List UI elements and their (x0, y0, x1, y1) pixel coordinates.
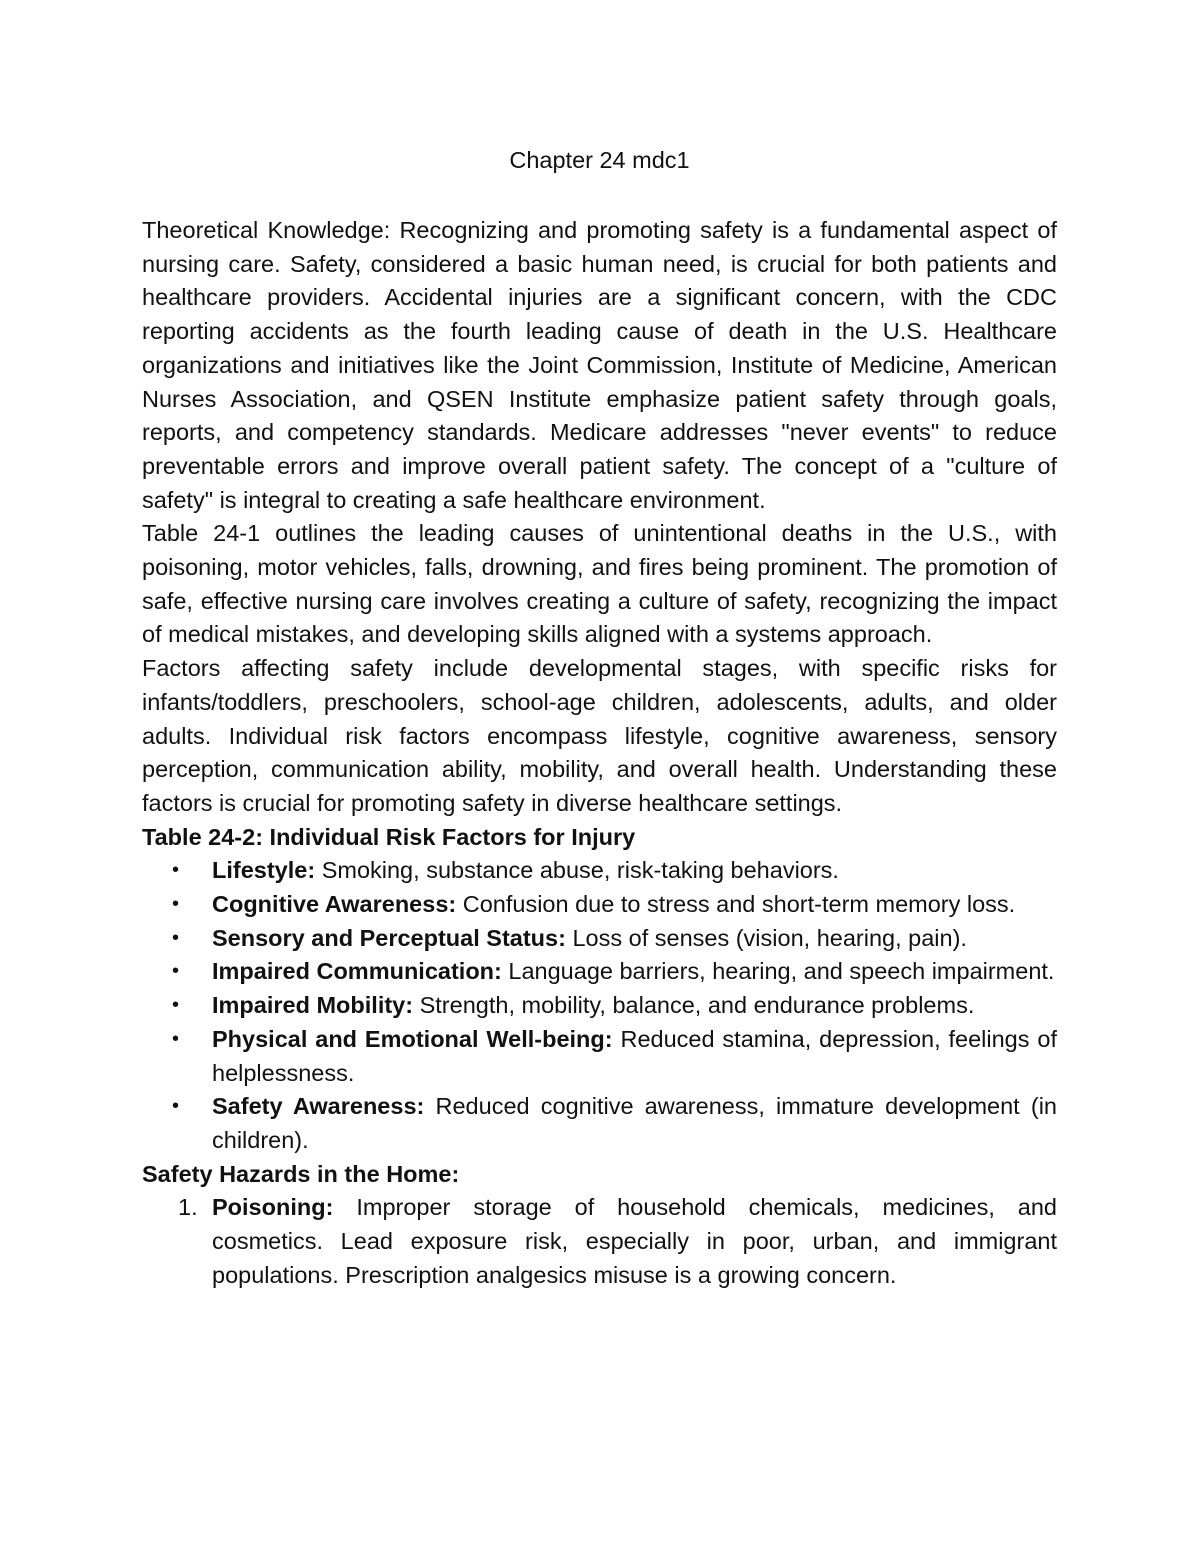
risk-factor-term: Impaired Communication: (212, 958, 502, 985)
bullet-icon: • (172, 859, 180, 882)
document-title: Chapter 24 mdc1 (509, 147, 690, 173)
risk-factor-text: Reduced stamina, depression, feelings of helplessness. (212, 1025, 1057, 1086)
risk-factor-term: Cognitive Awareness: (212, 891, 457, 918)
risk-factor-term: Lifestyle: (212, 857, 316, 884)
list-number: 1. (178, 1194, 198, 1221)
bullet-icon: • (172, 960, 180, 983)
risk-factor-text: Language barriers, hearing, and speech impairment. (501, 958, 1055, 985)
risk-factor-list (142, 854, 1057, 1157)
hazard-text: Improper storage of household chemicals, medicines, and cosmetics. Lead exposure risk, especially in poor, urban, and immigrant populations. Prescription analgesics misuse is a growing concern. (212, 1194, 1057, 1288)
risk-factor-text: Reduced cognitive awareness, immature development (in children). (212, 1093, 1057, 1153)
list-item (142, 888, 1057, 922)
list-item (142, 1023, 1057, 1090)
table-24-2-heading: Table 24-2: Individual Risk Factors for Injury (142, 823, 636, 850)
bullet-icon: • (172, 994, 180, 1017)
risk-factor-text: Strength, mobility, balance, and endurance problems. (413, 992, 975, 1019)
risk-factor-term: Physical and Emotional Well-being: (212, 1025, 613, 1052)
risk-factor-term: Safety Awareness: (212, 1093, 425, 1120)
bullet-icon: • (172, 893, 180, 916)
bullet-icon: • (172, 1027, 180, 1050)
risk-factor-text: Loss of senses (vision, hearing, pain). (565, 924, 967, 951)
risk-factor-text: Confusion due to stress and short-term memory loss. (456, 891, 1016, 918)
risk-factor-term: Impaired Mobility: (212, 992, 414, 1019)
list-item (142, 955, 1057, 989)
paragraph-theoretical-knowledge: Theoretical Knowledge: Recognizing and promoting safety is a fundamental aspect of nursing care. Safety, considered a basic human need, is crucial for both patients and healthcare providers. Accidental injuries are a significant concern, with the CDC reporting accidents as the fourth leading cause of death in the U.S. Healthcare organizations and initiatives like the Joint Commission, Institute of Medicine, American Nurses Association, and QSEN Institute emphasize patient safety through goals, reports, and competency standards. Medicare addresses "never events" to reduce preventable errors and improve overall patient safety. The concept of a "culture of safety" is integral to creating a safe healthcare environment. (142, 217, 1057, 513)
home-hazard-list (142, 1191, 1057, 1292)
bullet-icon: • (172, 1095, 180, 1118)
paragraph-table-24-1: Table 24-1 outlines the leading causes of unintentional deaths in the U.S., with poisoning, motor vehicles, falls, drowning, and fires being prominent. The promotion of safe, effective nursing care involves creating a culture of safety, recognizing the impact of medical mistakes, and developing skills aligned with a systems approach. (142, 520, 1057, 648)
risk-factor-text: Smoking, substance abuse, risk-taking behaviors. (315, 857, 839, 884)
home-hazards-heading: Safety Hazards in the Home: (142, 1160, 460, 1187)
list-item (142, 922, 1057, 956)
hazard-term: Poisoning: (212, 1194, 334, 1221)
risk-factor-term: Sensory and Perceptual Status: (212, 924, 566, 951)
paragraph-factors: Factors affecting safety include developmental stages, with specific risks for infants/toddlers, preschoolers, school-age children, adolescents, adults, and older adults. Individual risk factors encompass lifestyle, cognitive awareness, sensory perception, communication ability, mobility, and overall health. Understanding these factors is crucial for promoting safety in diverse healthcare settings. (142, 655, 1057, 816)
list-item (142, 1090, 1057, 1157)
document-page (142, 140, 1057, 1293)
bullet-icon: • (172, 926, 180, 949)
list-item (142, 1191, 1057, 1292)
list-item (142, 854, 1057, 888)
list-item (142, 989, 1057, 1023)
